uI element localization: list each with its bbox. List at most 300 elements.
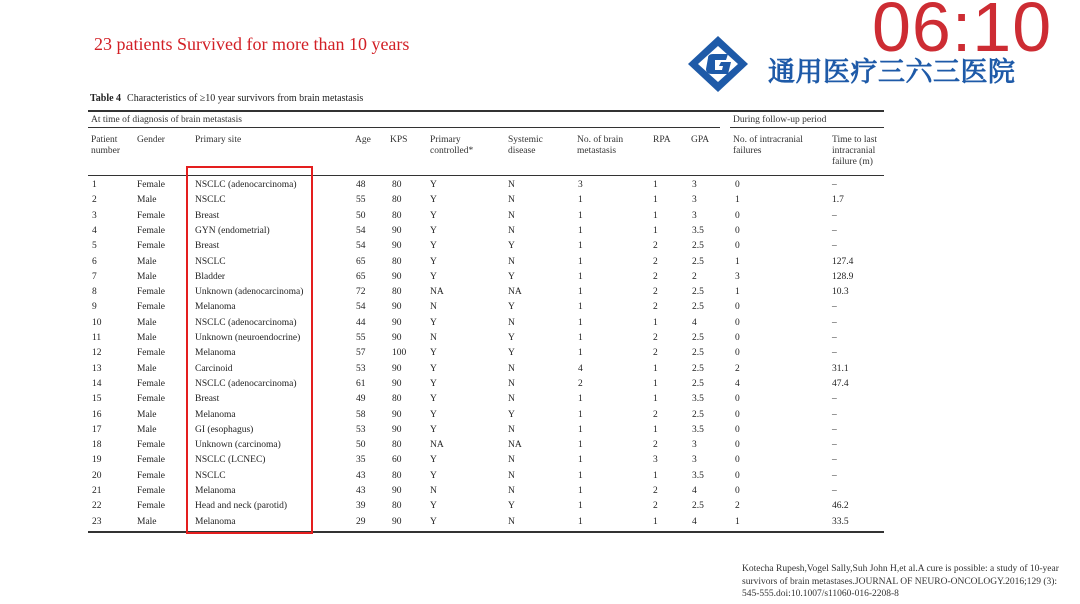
cell-site: Breast bbox=[195, 394, 220, 405]
cell-age: 48 bbox=[356, 180, 366, 190]
cell-time: 46.2 bbox=[832, 501, 849, 512]
table-row bbox=[0, 333, 1080, 348]
cell-controlled: NA bbox=[430, 287, 444, 298]
cell-rpa: 1 bbox=[653, 225, 658, 236]
cell-failures: 4 bbox=[735, 378, 740, 389]
cell-systemic: N bbox=[508, 225, 515, 236]
cell-failures: 0 bbox=[735, 455, 740, 466]
cell-age: 50 bbox=[356, 440, 366, 451]
cell-kps: 80 bbox=[392, 287, 402, 298]
cell-failures: 1 bbox=[735, 256, 740, 267]
cell-age: 55 bbox=[356, 195, 366, 206]
cell-time: – bbox=[832, 348, 837, 359]
cell-rpa: 2 bbox=[653, 440, 658, 451]
cell-controlled: Y bbox=[430, 180, 437, 190]
cell-gpa: 4 bbox=[692, 516, 697, 527]
cell-systemic: Y bbox=[508, 302, 515, 313]
cell-nmets: 3 bbox=[578, 180, 583, 190]
cell-time: – bbox=[832, 470, 837, 481]
table-row bbox=[0, 241, 1080, 256]
hospital-logo-icon bbox=[686, 34, 750, 94]
cell-controlled: N bbox=[430, 333, 437, 343]
table-row bbox=[0, 302, 1080, 317]
cell-time: – bbox=[832, 455, 837, 466]
cell-controlled: Y bbox=[430, 210, 437, 221]
cell-site: Bladder bbox=[195, 271, 226, 282]
cell-controlled: Y bbox=[430, 455, 437, 466]
table-row bbox=[0, 272, 1080, 287]
col-header-patient: Patient number bbox=[91, 135, 121, 156]
cell-nmets: 4 bbox=[578, 363, 583, 374]
cell-time: – bbox=[832, 424, 837, 435]
cell-systemic: N bbox=[508, 363, 515, 374]
cell-time: – bbox=[832, 225, 837, 236]
cell-patient: 2 bbox=[92, 195, 97, 206]
table-row bbox=[0, 226, 1080, 241]
cell-age: 54 bbox=[356, 241, 366, 252]
cell-failures: 0 bbox=[735, 348, 740, 359]
cell-gender: Male bbox=[137, 516, 157, 527]
cell-site: NSCLC (adenocarcinoma) bbox=[195, 317, 297, 328]
cell-site: Melanoma bbox=[195, 348, 236, 359]
cell-nmets: 1 bbox=[578, 348, 583, 359]
cell-site: Melanoma bbox=[195, 486, 236, 496]
cell-failures: 0 bbox=[735, 241, 740, 252]
cell-controlled: Y bbox=[430, 225, 437, 236]
cell-rpa: 1 bbox=[653, 470, 658, 481]
cell-kps: 90 bbox=[392, 486, 402, 496]
cell-time: – bbox=[832, 409, 837, 420]
cell-failures: 0 bbox=[735, 210, 740, 221]
cell-controlled: Y bbox=[430, 241, 437, 252]
cell-systemic: NA bbox=[508, 440, 522, 451]
cell-failures: 1 bbox=[735, 195, 740, 206]
cell-failures: 0 bbox=[735, 333, 740, 343]
cell-controlled: Y bbox=[430, 271, 437, 282]
col-header-rpa: RPA bbox=[653, 135, 671, 145]
cell-rpa: 2 bbox=[653, 302, 658, 313]
cell-gpa: 4 bbox=[692, 317, 697, 328]
cell-age: 39 bbox=[356, 501, 366, 512]
cell-gender: Female bbox=[137, 470, 165, 481]
cell-time: – bbox=[832, 333, 837, 343]
cell-site: NSCLC (LCNEC) bbox=[195, 455, 266, 466]
col-header-failures: No. of intracranial failures bbox=[733, 135, 803, 156]
cell-age: 58 bbox=[356, 409, 366, 420]
primary-site-highlight-box bbox=[186, 166, 313, 534]
cell-rpa: 1 bbox=[653, 424, 658, 435]
cell-age: 65 bbox=[356, 256, 366, 267]
cell-failures: 0 bbox=[735, 180, 740, 190]
table-caption bbox=[90, 93, 363, 104]
cell-kps: 90 bbox=[392, 225, 402, 236]
cell-age: 54 bbox=[356, 225, 366, 236]
cell-site: NSCLC bbox=[195, 256, 226, 267]
cell-systemic: Y bbox=[508, 409, 515, 420]
cell-gender: Male bbox=[137, 333, 157, 343]
cell-failures: 3 bbox=[735, 271, 740, 282]
table-label: Table 4 bbox=[90, 93, 122, 104]
cell-kps: 80 bbox=[392, 256, 402, 267]
hospital-name: 通用医疗三六三医院 bbox=[768, 57, 1016, 88]
cell-rpa: 2 bbox=[653, 287, 658, 298]
cell-rpa: 2 bbox=[653, 241, 658, 252]
cell-controlled: Y bbox=[430, 378, 437, 389]
cell-kps: 90 bbox=[392, 333, 402, 343]
table-row bbox=[0, 287, 1080, 302]
cell-failures: 0 bbox=[735, 302, 740, 313]
col-header-gpa: GPA bbox=[691, 135, 710, 145]
cell-patient: 16 bbox=[92, 409, 102, 420]
group-rule-right bbox=[730, 127, 884, 128]
cell-gpa: 3 bbox=[692, 210, 697, 221]
cell-age: 53 bbox=[356, 363, 366, 374]
cell-patient: 14 bbox=[92, 378, 102, 389]
cell-site: Breast bbox=[195, 210, 220, 221]
cell-rpa: 1 bbox=[653, 180, 658, 190]
cell-controlled: Y bbox=[430, 409, 437, 420]
cell-rpa: 1 bbox=[653, 378, 658, 389]
group-header-diagnosis: At time of diagnosis of brain metastasis bbox=[91, 115, 242, 125]
cell-patient: 11 bbox=[92, 333, 102, 343]
cell-time: – bbox=[832, 440, 837, 451]
cell-kps: 80 bbox=[392, 180, 402, 190]
cell-kps: 90 bbox=[392, 241, 402, 252]
cell-failures: 0 bbox=[735, 409, 740, 420]
table-row bbox=[0, 486, 1080, 501]
cell-rpa: 2 bbox=[653, 486, 658, 496]
cell-failures: 0 bbox=[735, 317, 740, 328]
cell-rpa: 1 bbox=[653, 210, 658, 221]
cell-gender: Female bbox=[137, 348, 165, 359]
col-header-systemic: Systemic disease bbox=[508, 135, 543, 156]
cell-age: 55 bbox=[356, 333, 366, 343]
cell-patient: 4 bbox=[92, 225, 97, 236]
cell-kps: 90 bbox=[392, 424, 402, 435]
cell-controlled: N bbox=[430, 302, 437, 313]
cell-kps: 80 bbox=[392, 394, 402, 405]
cell-age: 61 bbox=[356, 378, 366, 389]
cell-patient: 21 bbox=[92, 486, 102, 496]
cell-time: 1.7 bbox=[832, 195, 844, 206]
cell-rpa: 1 bbox=[653, 363, 658, 374]
cell-controlled: Y bbox=[430, 348, 437, 359]
table-row bbox=[0, 318, 1080, 333]
cell-systemic: N bbox=[508, 180, 515, 190]
cell-gpa: 2.5 bbox=[692, 333, 704, 343]
cell-time: 128.9 bbox=[832, 271, 854, 282]
cell-gpa: 2.5 bbox=[692, 302, 704, 313]
table-row bbox=[0, 440, 1080, 455]
cell-age: 54 bbox=[356, 302, 366, 313]
cell-kps: 90 bbox=[392, 317, 402, 328]
cell-age: 29 bbox=[356, 516, 366, 527]
cell-patient: 19 bbox=[92, 455, 102, 466]
cell-gpa: 3 bbox=[692, 195, 697, 206]
table-top-rule bbox=[88, 110, 884, 112]
cell-nmets: 1 bbox=[578, 225, 583, 236]
cell-age: 65 bbox=[356, 271, 366, 282]
cell-time: 33.5 bbox=[832, 516, 849, 527]
cell-systemic: N bbox=[508, 256, 515, 267]
cell-controlled: N bbox=[430, 486, 437, 496]
cell-kps: 80 bbox=[392, 440, 402, 451]
cell-site: Unknown (neuroendocrine) bbox=[195, 333, 301, 343]
table-caption-text: Characteristics of ≥10 year survivors from brain metastasis bbox=[127, 93, 364, 104]
cell-rpa: 2 bbox=[653, 501, 658, 512]
cell-rpa: 3 bbox=[653, 455, 658, 466]
cell-failures: 2 bbox=[735, 363, 740, 374]
table-row bbox=[0, 379, 1080, 394]
cell-failures: 0 bbox=[735, 424, 740, 435]
cell-site: NSCLC (adenocarcinoma) bbox=[195, 378, 297, 389]
cell-patient: 17 bbox=[92, 424, 102, 435]
cell-time: 31.1 bbox=[832, 363, 849, 374]
cell-age: 50 bbox=[356, 210, 366, 221]
cell-controlled: Y bbox=[430, 195, 437, 206]
cell-nmets: 1 bbox=[578, 271, 583, 282]
cell-gender: Male bbox=[137, 195, 157, 206]
cell-age: 49 bbox=[356, 394, 366, 405]
cell-patient: 12 bbox=[92, 348, 102, 359]
cell-rpa: 1 bbox=[653, 394, 658, 405]
col-header-age: Age bbox=[355, 135, 371, 145]
table-row bbox=[0, 425, 1080, 440]
cell-kps: 90 bbox=[392, 516, 402, 527]
cell-kps: 80 bbox=[392, 210, 402, 221]
cell-failures: 1 bbox=[735, 287, 740, 298]
cell-gpa: 3.5 bbox=[692, 394, 704, 405]
cell-systemic: N bbox=[508, 210, 515, 221]
col-header-nmets: No. of brain metastasis bbox=[577, 135, 624, 156]
cell-kps: 90 bbox=[392, 302, 402, 313]
cell-systemic: N bbox=[508, 378, 515, 389]
cell-gpa: 3.5 bbox=[692, 470, 704, 481]
cell-patient: 8 bbox=[92, 287, 97, 298]
cell-patient: 7 bbox=[92, 271, 97, 282]
cell-kps: 100 bbox=[392, 348, 407, 359]
cell-gender: Male bbox=[137, 271, 157, 282]
cell-nmets: 1 bbox=[578, 440, 583, 451]
cell-site: NSCLC bbox=[195, 470, 226, 481]
cell-gender: Female bbox=[137, 378, 165, 389]
citation: Kotecha Rupesh,Vogel Sally,Suh John H,et al.A cure is possible: a study of 10-year survivors of brain metastases.JOURNAL OF NEURO-ONCOLOGY.2016;129 (3): 545-555.doi:10.1007/s11060-016-2208-8 bbox=[742, 564, 1067, 599]
cell-failures: 2 bbox=[735, 501, 740, 512]
cell-controlled: Y bbox=[430, 394, 437, 405]
cell-rpa: 1 bbox=[653, 516, 658, 527]
table-row bbox=[0, 195, 1080, 210]
cell-systemic: N bbox=[508, 317, 515, 328]
cell-systemic: Y bbox=[508, 271, 515, 282]
cell-gpa: 4 bbox=[692, 486, 697, 496]
cell-site: Breast bbox=[195, 241, 220, 252]
cell-controlled: Y bbox=[430, 516, 437, 527]
cell-nmets: 1 bbox=[578, 501, 583, 512]
table-row bbox=[0, 348, 1080, 363]
cell-gender: Female bbox=[137, 394, 165, 405]
cell-site: Head and neck (parotid) bbox=[195, 501, 288, 512]
cell-rpa: 2 bbox=[653, 271, 658, 282]
cell-failures: 0 bbox=[735, 440, 740, 451]
cell-rpa: 2 bbox=[653, 348, 658, 359]
cell-kps: 90 bbox=[392, 409, 402, 420]
table-row bbox=[0, 394, 1080, 409]
cell-rpa: 2 bbox=[653, 409, 658, 420]
cell-age: 43 bbox=[356, 470, 366, 481]
cell-nmets: 1 bbox=[578, 210, 583, 221]
cell-age: 44 bbox=[356, 317, 366, 328]
cell-time: – bbox=[832, 180, 837, 190]
table-row bbox=[0, 471, 1080, 486]
cell-patient: 15 bbox=[92, 394, 102, 405]
col-header-kps: KPS bbox=[390, 135, 408, 145]
cell-gender: Female bbox=[137, 501, 165, 512]
cell-rpa: 1 bbox=[653, 317, 658, 328]
cell-nmets: 1 bbox=[578, 333, 583, 343]
cell-systemic: N bbox=[508, 195, 515, 206]
cell-systemic: Y bbox=[508, 241, 515, 252]
cell-time: – bbox=[832, 317, 837, 328]
cell-gpa: 2.5 bbox=[692, 409, 704, 420]
cell-patient: 18 bbox=[92, 440, 102, 451]
cell-nmets: 1 bbox=[578, 287, 583, 298]
cell-gpa: 2.5 bbox=[692, 241, 704, 252]
cell-time: 127.4 bbox=[832, 256, 854, 267]
cell-gpa: 3 bbox=[692, 455, 697, 466]
cell-nmets: 1 bbox=[578, 470, 583, 481]
cell-gpa: 2.5 bbox=[692, 287, 704, 298]
cell-kps: 60 bbox=[392, 455, 402, 466]
cell-patient: 10 bbox=[92, 317, 102, 328]
cell-gender: Female bbox=[137, 241, 165, 252]
group-rule-left bbox=[88, 127, 720, 128]
cell-patient: 22 bbox=[92, 501, 102, 512]
cell-site: GYN (endometrial) bbox=[195, 225, 270, 236]
cell-gender: Female bbox=[137, 455, 165, 466]
cell-time: – bbox=[832, 302, 837, 313]
cell-systemic: Y bbox=[508, 501, 515, 512]
cell-age: 35 bbox=[356, 455, 366, 466]
cell-rpa: 2 bbox=[653, 333, 658, 343]
group-header-followup: During follow-up period bbox=[733, 115, 827, 125]
cell-patient: 23 bbox=[92, 516, 102, 527]
cell-gpa: 3.5 bbox=[692, 225, 704, 236]
cell-gpa: 2.5 bbox=[692, 501, 704, 512]
cell-nmets: 1 bbox=[578, 516, 583, 527]
cell-systemic: Y bbox=[508, 333, 515, 343]
cell-systemic: N bbox=[508, 486, 515, 496]
cell-time: – bbox=[832, 241, 837, 252]
cell-gpa: 2.5 bbox=[692, 378, 704, 389]
col-header-gender: Gender bbox=[137, 135, 165, 145]
cell-gpa: 3 bbox=[692, 180, 697, 190]
cell-nmets: 1 bbox=[578, 394, 583, 405]
cell-patient: 3 bbox=[92, 210, 97, 221]
cell-failures: 0 bbox=[735, 470, 740, 481]
col-header-controlled: Primary controlled* bbox=[430, 135, 474, 156]
cell-age: 43 bbox=[356, 486, 366, 496]
cell-controlled: Y bbox=[430, 424, 437, 435]
cell-controlled: Y bbox=[430, 317, 437, 328]
cell-kps: 90 bbox=[392, 271, 402, 282]
cell-controlled: Y bbox=[430, 363, 437, 374]
cell-site: NSCLC bbox=[195, 195, 226, 206]
cell-gender: Male bbox=[137, 317, 157, 328]
cell-gender: Male bbox=[137, 256, 157, 267]
cell-patient: 20 bbox=[92, 470, 102, 481]
table-row bbox=[0, 180, 1080, 195]
countdown-timer: 06:10 bbox=[872, 0, 1053, 66]
slide-title: 23 patients Survived for more than 10 years bbox=[94, 34, 410, 54]
cell-kps: 80 bbox=[392, 195, 402, 206]
table-row bbox=[0, 211, 1080, 226]
cell-site: Unknown (carcinoma) bbox=[195, 440, 281, 451]
cell-gender: Male bbox=[137, 409, 157, 420]
cell-age: 57 bbox=[356, 348, 366, 359]
cell-site: GI (esophagus) bbox=[195, 424, 254, 435]
cell-nmets: 1 bbox=[578, 455, 583, 466]
cell-gender: Male bbox=[137, 363, 157, 374]
table-row bbox=[0, 455, 1080, 470]
cell-gpa: 2.5 bbox=[692, 348, 704, 359]
cell-gender: Female bbox=[137, 180, 165, 190]
cell-time: – bbox=[832, 486, 837, 496]
cell-systemic: N bbox=[508, 394, 515, 405]
cell-nmets: 1 bbox=[578, 302, 583, 313]
cell-gpa: 2 bbox=[692, 271, 697, 282]
table-row bbox=[0, 501, 1080, 516]
cell-systemic: N bbox=[508, 424, 515, 435]
cell-nmets: 1 bbox=[578, 241, 583, 252]
cell-rpa: 1 bbox=[653, 195, 658, 206]
col-header-time: Time to last intracranial failure (m) bbox=[832, 135, 878, 167]
cell-failures: 0 bbox=[735, 225, 740, 236]
cell-site: Unknown (adenocarcinoma) bbox=[195, 287, 304, 298]
cell-controlled: Y bbox=[430, 501, 437, 512]
cell-gender: Female bbox=[137, 440, 165, 451]
cell-gpa: 3 bbox=[692, 440, 697, 451]
cell-failures: 0 bbox=[735, 486, 740, 496]
cell-patient: 5 bbox=[92, 241, 97, 252]
cell-gender: Female bbox=[137, 210, 165, 221]
cell-patient: 1 bbox=[92, 180, 97, 190]
cell-gender: Female bbox=[137, 225, 165, 236]
cell-nmets: 1 bbox=[578, 256, 583, 267]
cell-nmets: 1 bbox=[578, 195, 583, 206]
cell-systemic: NA bbox=[508, 287, 522, 298]
cell-gpa: 2.5 bbox=[692, 256, 704, 267]
cell-kps: 90 bbox=[392, 363, 402, 374]
cell-systemic: N bbox=[508, 516, 515, 527]
cell-systemic: N bbox=[508, 470, 515, 481]
cell-systemic: N bbox=[508, 455, 515, 466]
cell-controlled: NA bbox=[430, 440, 444, 451]
table-row bbox=[0, 364, 1080, 379]
table-row bbox=[0, 517, 1080, 532]
cell-site: Melanoma bbox=[195, 302, 236, 313]
col-header-site: Primary site bbox=[195, 135, 242, 145]
cell-gender: Female bbox=[137, 287, 165, 298]
cell-nmets: 1 bbox=[578, 317, 583, 328]
table-row bbox=[0, 410, 1080, 425]
cell-patient: 13 bbox=[92, 363, 102, 374]
table-row bbox=[0, 257, 1080, 272]
cell-site: Carcinoid bbox=[195, 363, 233, 374]
cell-time: 47.4 bbox=[832, 378, 849, 389]
cell-time: – bbox=[832, 210, 837, 221]
cell-time: – bbox=[832, 394, 837, 405]
cell-gender: Female bbox=[137, 302, 165, 313]
